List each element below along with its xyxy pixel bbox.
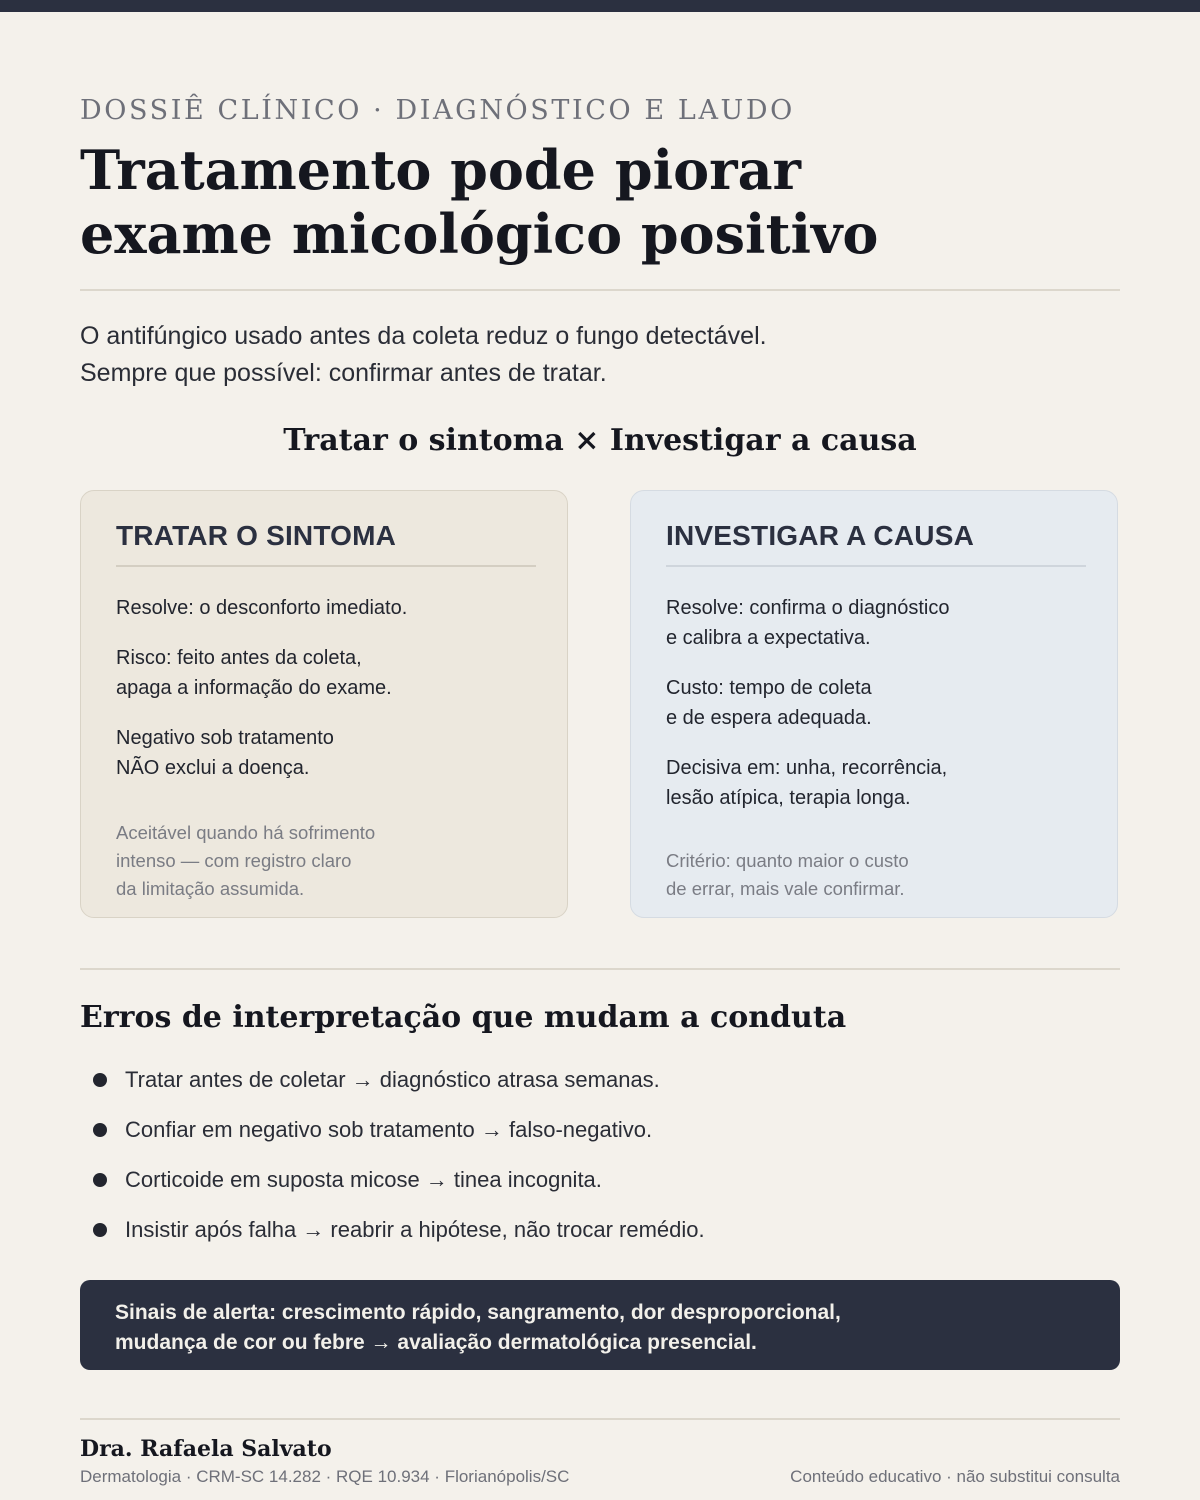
alert-line: Sinais de alerta: crescimento rápido, sangramento, dor desproporcional,	[115, 1301, 841, 1324]
list-item-text: Confiar em negativo sob tratamento → falso-negativo.	[125, 1117, 653, 1142]
card-item-line: lesão atípica, terapia longa.	[666, 787, 911, 809]
doctor-name: Dra. Rafaela Salvato	[80, 1436, 332, 1462]
comparison-title: Tratar o sintoma × Investigar a causa	[283, 423, 917, 458]
card-item-line: Resolve: confirma o diagnóstico	[666, 597, 950, 619]
card-item	[666, 673, 1096, 733]
card-item-line: Risco: feito antes da coleta,	[116, 647, 362, 669]
card-item-line: e calibra a expectativa.	[666, 627, 871, 649]
card-note	[116, 819, 546, 903]
alert-banner	[80, 1280, 1120, 1370]
alert-line: mudança de cor ou febre → avaliação dermatológica presencial.	[115, 1331, 757, 1354]
card-note-line: Aceitável quando há sofrimento	[116, 822, 376, 843]
divider	[80, 289, 1120, 291]
card-item-line: e de espera adequada.	[666, 707, 872, 729]
errors-section-title: Erros de interpretação que mudam a conduta	[80, 1000, 847, 1035]
card-item-line: Resolve: o desconforto imediato.	[116, 597, 408, 619]
card-item	[116, 643, 546, 703]
errors-list	[80, 1060, 1120, 1260]
card-item-line: Negativo sob tratamento	[116, 727, 334, 749]
divider	[80, 968, 1120, 970]
card-note-line: de errar, mais vale confirmar.	[666, 878, 905, 899]
card-item	[666, 753, 1096, 813]
list-item	[80, 1160, 1120, 1210]
card-investigate-cause	[630, 490, 1118, 918]
card-item	[116, 723, 546, 783]
doctor-credentials: Dermatologia · CRM-SC 14.282 · RQE 10.934 · Florianópolis/SC	[80, 1467, 570, 1486]
top-accent-bar	[0, 0, 1200, 12]
card-note-line: Critério: quanto maior o custo	[666, 850, 909, 871]
bullet-dot-icon	[93, 1123, 107, 1137]
title-line: Tratamento pode piorar	[80, 138, 802, 202]
bullet-dot-icon	[93, 1173, 107, 1187]
intro-paragraph	[80, 318, 1120, 392]
card-divider	[666, 565, 1086, 567]
card-item	[666, 593, 1096, 653]
list-item	[80, 1210, 1120, 1260]
list-item-text: Tratar antes de coletar → diagnóstico atrasa semanas.	[125, 1067, 660, 1092]
page-title	[80, 138, 1120, 266]
card-note	[666, 847, 1096, 903]
card-treat-symptom	[80, 490, 568, 918]
disclaimer: Conteúdo educativo · não substitui consulta	[790, 1467, 1120, 1486]
list-item	[80, 1110, 1120, 1160]
title-line: exame micológico positivo	[80, 202, 879, 266]
bullet-dot-icon	[93, 1223, 107, 1237]
card-item-line: Decisiva em: unha, recorrência,	[666, 757, 948, 779]
card-item-line: NÃO exclui a doença.	[116, 757, 310, 779]
eyebrow-label: DOSSIÊ CLÍNICO · DIAGNÓSTICO E LAUDO	[80, 95, 795, 126]
card-item-line: Custo: tempo de coleta	[666, 677, 872, 699]
card-note-line: da limitação assumida.	[116, 878, 305, 899]
bullet-dot-icon	[93, 1073, 107, 1087]
list-item	[80, 1060, 1120, 1110]
card-heading: INVESTIGAR A CAUSA	[666, 520, 974, 551]
list-item-text: Insistir após falha → reabrir a hipótese, não trocar remédio.	[125, 1217, 705, 1242]
card-item-line: apaga a informação do exame.	[116, 677, 392, 699]
card-note-line: intenso — com registro claro	[116, 850, 352, 871]
intro-line: O antifúngico usado antes da coleta reduz o fungo detectável.	[80, 322, 767, 350]
list-item-text: Corticoide em suposta micose → tinea incognita.	[125, 1167, 602, 1192]
card-divider	[116, 565, 536, 567]
card-heading: TRATAR O SINTOMA	[116, 520, 397, 551]
card-item	[116, 593, 546, 623]
divider	[80, 1418, 1120, 1420]
intro-line: Sempre que possível: confirmar antes de tratar.	[80, 359, 607, 387]
